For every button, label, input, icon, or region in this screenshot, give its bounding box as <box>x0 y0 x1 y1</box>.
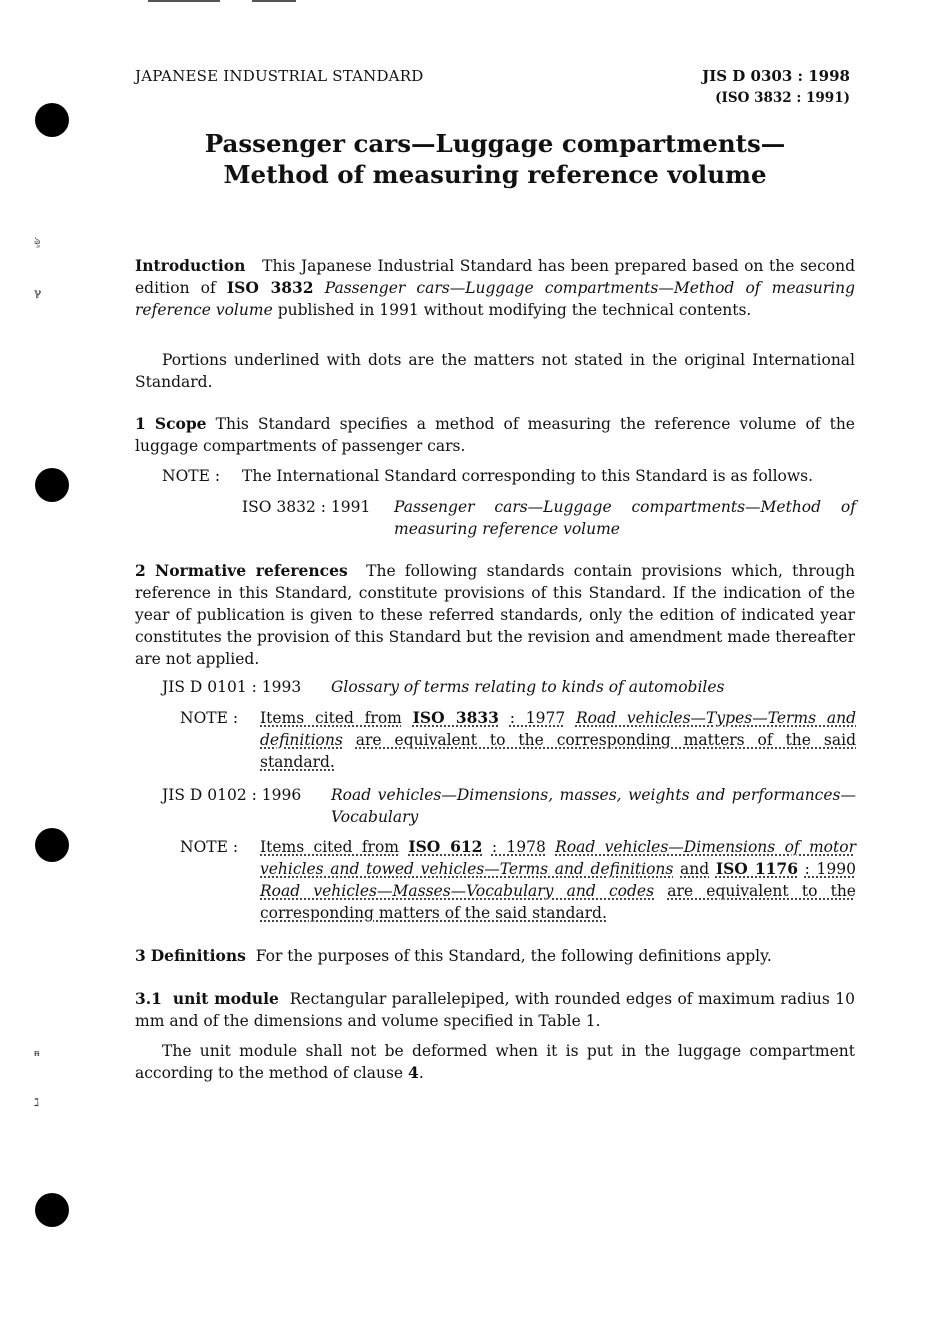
note-span: : 1978 <box>491 838 546 856</box>
subsection-number: 3.1 <box>135 989 162 1008</box>
scope-section <box>135 413 855 457</box>
definitions-text: For the purposes of this Standard, the following definitions apply. <box>255 947 772 965</box>
introduction-paragraph-2: Portions underlined with dots are the matters not stated in the original International Standard. <box>135 351 855 391</box>
note-text <box>260 836 856 924</box>
normative-references-section <box>135 560 855 670</box>
reference-code: JIS D 0102 : 1996 <box>162 786 302 804</box>
note-span: and <box>680 860 710 878</box>
scan-line <box>148 0 220 2</box>
introduction-text-1: This Japanese Industrial Standard has been prepared based on the second edition of <box>135 257 855 297</box>
note-span: Items cited from <box>260 838 399 856</box>
scan-speck: ᵰ <box>34 1046 40 1059</box>
note-label: NOTE : <box>180 709 239 727</box>
note-span: Items cited from <box>260 709 402 727</box>
clause-reference: 4 <box>408 1063 419 1082</box>
note-span: are equivalent to the corresponding matters of the said standard. <box>260 731 856 771</box>
iso-reference: ISO 3832 : 1991 <box>242 498 371 516</box>
binder-hole <box>35 468 69 502</box>
iso-reference: ISO 1176 <box>715 859 799 878</box>
reference-title: Glossary of terms relating to kinds of automobiles <box>331 678 725 696</box>
section-heading: Scope <box>154 414 207 433</box>
iso-title: Passenger cars—Luggage compartments—Method of measuring reference volume <box>135 279 855 319</box>
note-span: are equivalent to the corresponding matters of the said standard. <box>260 882 856 922</box>
note-label: NOTE : <box>180 838 239 856</box>
standard-code-block <box>702 65 850 109</box>
paragraph-end: . <box>418 1064 424 1082</box>
note-span: : 1990 <box>804 860 856 878</box>
reference-code: JIS D 0101 : 1993 <box>162 678 302 696</box>
standard-code: JIS D 0303 : 1998 <box>702 67 850 85</box>
standard-label: JAPANESE INDUSTRIAL STANDARD <box>135 67 424 85</box>
scan-speck: ℷ <box>34 1096 40 1109</box>
page-title <box>0 128 950 190</box>
title-line-1: Passenger cars—Luggage compartments— <box>204 129 786 158</box>
section-heading: Definitions <box>150 946 246 965</box>
binder-hole <box>35 828 69 862</box>
introduction-heading: Introduction <box>135 256 246 275</box>
note-text <box>260 707 856 773</box>
unit-module-paragraph-2 <box>135 1040 855 1084</box>
definition-text: Rectangular parallelepiped, with rounded edges of maximum radius 10 mm and of the dimensions and volume specified in Table 1. <box>135 990 855 1030</box>
reference-title: Road vehicles—Dimensions, masses, weights and performances—Vocabulary <box>331 786 856 826</box>
iso-reference: ISO 3832 <box>226 278 314 297</box>
introduction-text-2: published in 1991 without modifying the technical contents. <box>277 301 752 319</box>
section-number: 1 <box>135 414 146 433</box>
note-span: : 1977 <box>509 709 566 727</box>
note-label: NOTE : <box>162 467 221 485</box>
iso-reference: ISO 3833 <box>412 708 499 727</box>
iso-title: Road vehicles—Types—Terms and definitions <box>260 709 856 749</box>
normative-text: The following standards contain provisions which, through reference in this Standard, constitute provisions of this Standard. If the indication of the year of publication is given to these referred standards, only the edition of indicated year constitutes the provision of this Standard but the revision and amendment made thereafter are not applied. <box>135 562 855 668</box>
iso-title: Road vehicles—Masses—Vocabulary and codes <box>260 882 655 900</box>
term: unit module <box>172 989 279 1008</box>
binder-hole <box>35 1193 69 1227</box>
iso-code: (ISO 3832 : 1991) <box>715 90 850 106</box>
iso-title: Passenger cars—Luggage compartments—Method of measuring reference volume <box>394 498 856 538</box>
note-text: The International Standard corresponding to this Standard is as follows. <box>242 467 814 485</box>
section-heading: Normative references <box>155 561 348 580</box>
introduction <box>135 255 855 321</box>
title-line-2: Method of measuring reference volume <box>223 160 767 189</box>
section-number: 2 <box>135 561 146 580</box>
iso-title: Road vehicles—Dimensions of motor vehicles and towed vehicles—Terms and definitions <box>260 838 856 878</box>
scan-speck: ৡ <box>34 234 41 247</box>
paragraph-text: The unit module shall not be deformed when it is put in the luggage compartment according to the method of clause <box>135 1042 855 1082</box>
scope-text: This Standard specifies a method of measuring the reference volume of the luggage compartments of passenger cars. <box>135 415 855 455</box>
scan-line <box>252 0 296 2</box>
scan-speck: ℽ <box>34 286 42 299</box>
section-number: 3 <box>135 946 146 965</box>
definitions-section <box>135 945 855 967</box>
unit-module-definition <box>135 988 855 1032</box>
iso-reference: ISO 612 <box>408 837 483 856</box>
